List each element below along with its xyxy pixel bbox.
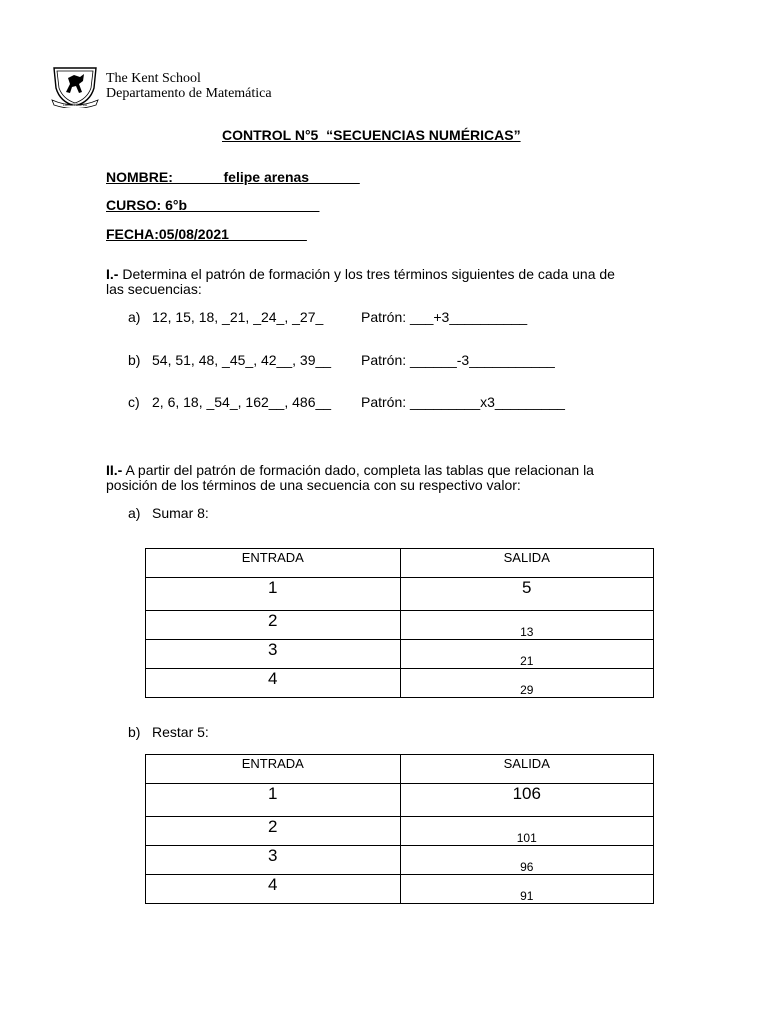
section2-instruction-line2: posición de los términos de una secuencia con su respectivo valor: — [106, 477, 521, 493]
pattern-text: Patrón: _________x3_________ — [361, 394, 565, 410]
header-salida: SALIDA — [400, 755, 653, 784]
section1-instruction-text: Determina el patrón de formación y los tres términos siguientes de cada una de — [118, 266, 615, 282]
sequence-text: 54, 51, 48, _45_, 42__, 39__ — [152, 352, 332, 368]
table-row — [146, 875, 654, 904]
salida-cell: 5 — [400, 578, 653, 611]
salida-cell: 106 — [400, 784, 653, 817]
entrada-cell: 2 — [146, 611, 401, 640]
header-entrada: ENTRADA — [146, 755, 401, 784]
section2-instruction — [106, 463, 594, 478]
page-title: CONTROL N°5 “SECUENCIAS NUMÉRICAS” — [222, 127, 521, 143]
restar-table — [145, 754, 654, 904]
fecha-field: FECHA:05/08/2021__________ — [106, 226, 307, 242]
table-row — [146, 846, 654, 875]
table-row — [146, 611, 654, 640]
pattern-text: Patrón: ______-3___________ — [361, 352, 555, 368]
sumar-table — [145, 548, 654, 698]
section1-label: I.- — [106, 266, 119, 282]
section1-instruction-line2: las secuencias: — [106, 281, 202, 297]
entrada-cell: 1 — [146, 784, 401, 817]
table-header-row — [146, 549, 654, 578]
entrada-cell: 4 — [146, 875, 401, 904]
header-salida: SALIDA — [400, 549, 653, 578]
table-caption: Restar 5: — [152, 724, 209, 740]
item-letter: c) — [128, 394, 140, 410]
table-row — [146, 578, 654, 611]
salida-cell: 91 — [400, 875, 653, 904]
section2-instruction-text: A partir del patrón de formación dado, completa las tablas que relacionan la — [122, 462, 594, 478]
entrada-cell: 3 — [146, 846, 401, 875]
section1-instruction — [106, 267, 615, 282]
salida-cell: 101 — [400, 817, 653, 846]
logo-motto: LABOR OMNIA — [62, 103, 88, 107]
school-name: The Kent School — [106, 71, 201, 86]
pattern-text: Patrón: ___+3__________ — [361, 309, 528, 325]
table-row — [146, 784, 654, 817]
entrada-cell: 4 — [146, 669, 401, 698]
item-letter: b) — [128, 352, 141, 368]
salida-cell: 21 — [400, 640, 653, 669]
school-crest-logo — [50, 64, 100, 108]
header-entrada: ENTRADA — [146, 549, 401, 578]
table-row — [146, 640, 654, 669]
curso-field: CURSO: 6°b_________________ — [106, 197, 320, 213]
department-name: Departamento de Matemática — [106, 86, 272, 101]
item-letter: a) — [128, 309, 141, 325]
sequence-text: 12, 15, 18, _21, _24_, _27_ — [152, 309, 324, 325]
table-letter: a) — [128, 505, 141, 521]
section2-label: II.- — [106, 462, 123, 478]
entrada-cell: 3 — [146, 640, 401, 669]
table-row — [146, 669, 654, 698]
salida-cell: 29 — [400, 669, 653, 698]
entrada-cell: 2 — [146, 817, 401, 846]
table-caption: Sumar 8: — [152, 505, 209, 521]
salida-cell: 96 — [400, 846, 653, 875]
nombre-field: NOMBRE: ______felipe arenas ______ — [106, 169, 360, 185]
salida-cell: 13 — [400, 611, 653, 640]
entrada-cell: 1 — [146, 578, 401, 611]
table-header-row — [146, 755, 654, 784]
table-row — [146, 817, 654, 846]
table-letter: b) — [128, 724, 141, 740]
sequence-text: 2, 6, 18, _54_, 162__, 486__ — [152, 394, 332, 410]
